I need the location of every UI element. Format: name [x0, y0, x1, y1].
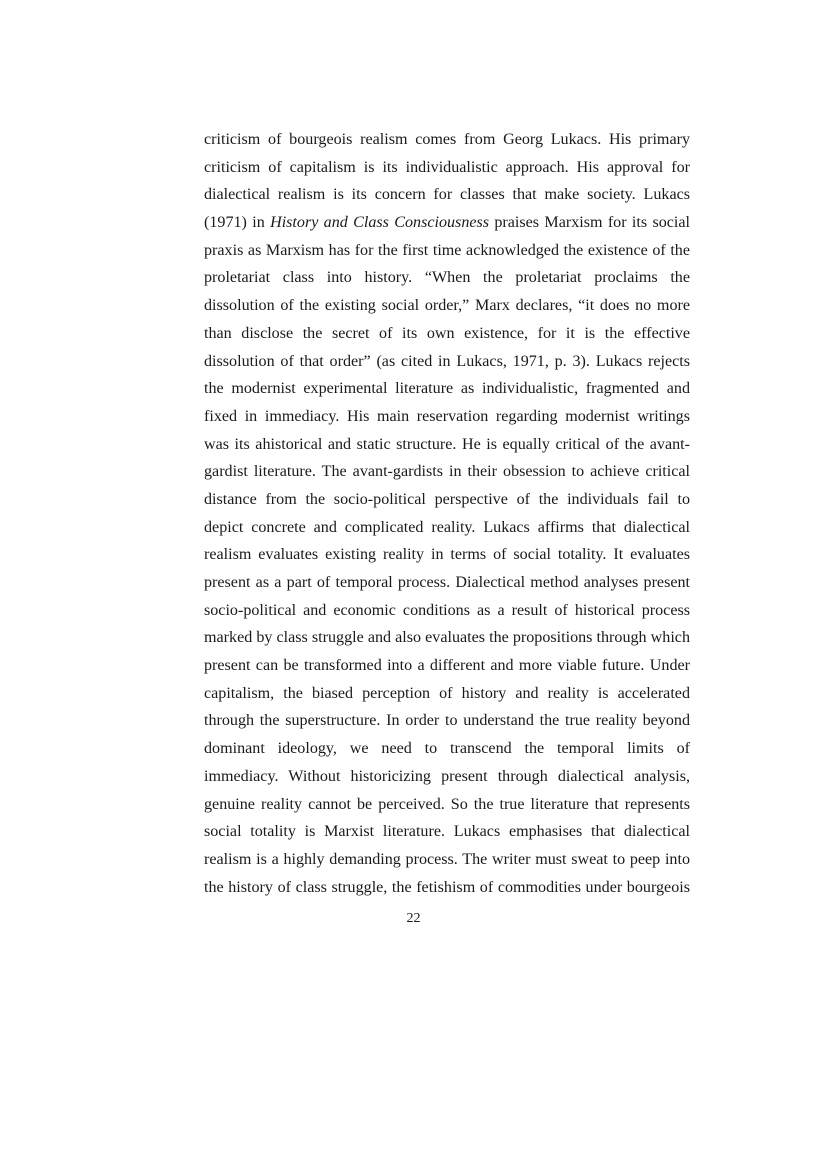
text-line: dissolution of the existing social order,” Marx declares, “it does no more — [204, 297, 690, 315]
book-title-italic: History and Class Consciousness — [270, 214, 490, 232]
text-line: immediacy. Without historicizing present through dialectical analysis, — [204, 767, 690, 785]
text-line: dominant ideology, we need to transcend the temporal limits of — [204, 740, 690, 758]
text-line: criticism of bourgeois realism comes from Georg Lukacs. His primary — [204, 131, 690, 148]
text-line: depict concrete and complicated reality. Lukacs affirms that dialectical — [204, 518, 690, 536]
text-line: the history of class struggle, the fetishism of commodities under bourgeois — [204, 878, 690, 896]
text-line: through the superstructure. In order to understand the true reality beyond — [204, 712, 690, 730]
text-line: than disclose the secret of its own existence, for it is the effective — [204, 324, 690, 342]
text-line: praxis as Marxism has for the first time acknowledged the existence of the — [204, 241, 690, 259]
text-line: realism evaluates existing reality in terms of social totality. It evaluates — [204, 546, 690, 564]
text-line: present can be transformed into a different and more viable future. Under — [204, 657, 690, 675]
text-segment: (1971) in — [204, 214, 271, 232]
page-number: 22 — [406, 911, 421, 926]
text-line: distance from the socio-political perspective of the individuals fail to — [204, 490, 690, 508]
text-line — [204, 209, 690, 237]
text-line: realism is a highly demanding process. The writer must sweat to peep into — [204, 850, 690, 868]
text-line: genuine reality cannot be perceived. So the true literature that represents — [204, 795, 690, 813]
text-line: dialectical realism is its concern for classes that make society. Lukacs — [204, 186, 690, 204]
text-segment: praises Marxism for its social — [489, 214, 690, 232]
text-line: proletariat class into history. “When the proletariat proclaims the — [204, 269, 690, 287]
text-line: dissolution of that order” (as cited in Lukacs, 1971, p. 3). Lukacs rejects — [204, 352, 690, 370]
text-line: criticism of capitalism is its individualistic approach. His approval for — [204, 158, 690, 176]
text-line: marked by class struggle and also evaluates the propositions through which — [204, 629, 690, 647]
body-paragraph — [204, 126, 690, 901]
text-line: the modernist experimental literature as individualistic, fragmented and — [204, 380, 690, 398]
text-line: gardist literature. The avant-gardists in their obsession to achieve critical — [204, 463, 690, 481]
text-line: social totality is Marxist literature. Lukacs emphasises that dialectical — [204, 823, 690, 841]
text-line: fixed in immediacy. His main reservation regarding modernist writings — [204, 407, 690, 425]
text-line: present as a part of temporal process. Dialectical method analyses present — [204, 574, 690, 591]
text-line: socio-political and economic conditions as a result of historical process — [204, 601, 690, 619]
text-line: capitalism, the biased perception of history and reality is accelerated — [204, 684, 690, 702]
text-line: was its ahistorical and static structure. He is equally critical of the avant- — [204, 435, 690, 453]
